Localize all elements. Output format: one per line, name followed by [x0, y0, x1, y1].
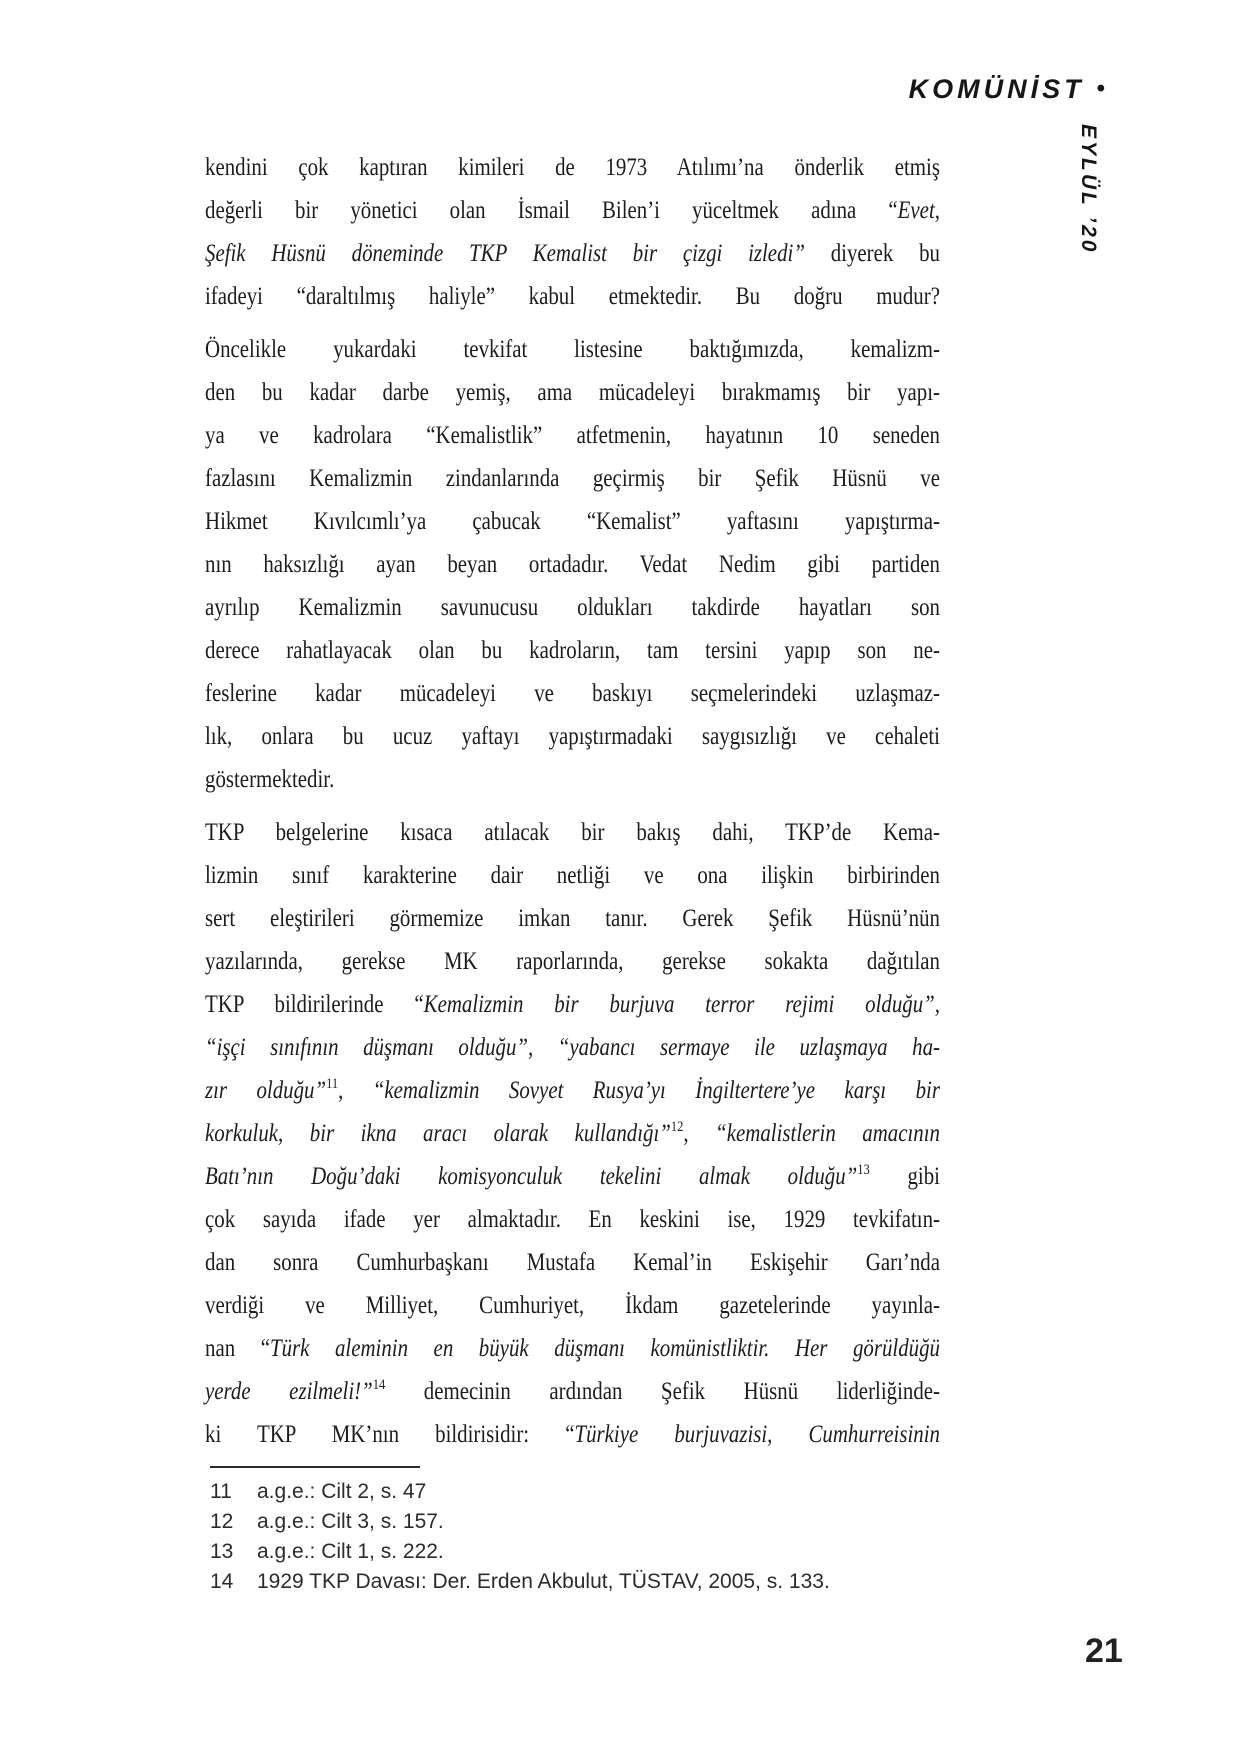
footnote-item	[210, 1537, 970, 1567]
footnote-item	[210, 1477, 970, 1507]
footnote-number: 11	[210, 1480, 232, 1503]
article-body	[205, 146, 940, 1466]
paragraph	[205, 146, 940, 318]
footnote-text: 1929 TKP Davası: Der. Erden Akbulut, TÜSTAV, 2005, s. 133.	[257, 1570, 830, 1593]
text-line: dan sonra Cumhurbaşkanı Mustafa Kemal’in Eskişehir Garı’nda	[205, 1249, 940, 1276]
text-line: göstermektedir.	[205, 766, 335, 793]
footnote-reference: 12	[670, 1119, 684, 1135]
text-line: ki TKP MK’nın bildirisidir: “Türkiye burjuvazisi, Cumhurreisinin	[205, 1421, 940, 1448]
text-line: feslerine kadar mücadeleyi ve baskıyı seçmelerindeki uzlaşmaz-	[205, 680, 940, 707]
footnote-item	[210, 1567, 970, 1597]
footnote-number: 13	[210, 1540, 234, 1563]
footnote-text: a.g.e.: Cilt 3, s. 157.	[257, 1510, 444, 1533]
text-line: yazılarında, gerekse MK raporlarında, gerekse sokakta dağıtılan	[205, 948, 940, 975]
footnote-text: a.g.e.: Cilt 2, s. 47	[257, 1480, 427, 1503]
text-line: verdiği ve Milliyet, Cumhuriyet, İkdam gazetelerinde yayınla-	[205, 1292, 940, 1319]
footnote-reference: 13	[857, 1162, 870, 1178]
footnote-text: a.g.e.: Cilt 1, s. 222.	[257, 1540, 444, 1563]
paragraph	[205, 328, 940, 801]
text-line: TKP bildirilerinde “Kemalizmin bir burjuva terror rejimi olduğu”,	[205, 991, 940, 1018]
paragraph	[205, 811, 940, 1456]
text-line: lık, onlara bu ucuz yaftayı yapıştırmadaki saygısızlığı ve cehaleti	[205, 723, 940, 750]
journal-title: KOMÜNİST	[908, 74, 1085, 104]
text-line: zır olduğu”$^{11}$, “kemalizmin Sovyet Rusya’yı İngiltertere’ye karşı bir	[205, 1076, 940, 1104]
text-line: kendini çok kaptıran kimileri de 1973 Atılımı’na önderlik etmiş	[205, 154, 940, 181]
text-line: ayrılıp Kemalizmin savunucusu oldukları takdirde hayatları son	[205, 594, 940, 621]
text-line: Hikmet Kıvılcımlı’ya çabucak “Kemalist” yaftasını yapıştırma-	[205, 508, 940, 535]
header-bullet-icon: •	[1096, 75, 1105, 102]
page-header	[909, 74, 1105, 105]
footnote-section	[210, 1466, 970, 1597]
text-line: ifadeyi “daraltılmış haliyle” kabul etmektedir. Bu doğru mudur?	[205, 283, 940, 310]
text-line: ya ve kadrolara “Kemalistlik” atfetmenin, hayatının 10 seneden	[205, 422, 940, 449]
text-line: TKP belgelerine kısaca atılacak bir bakış dahi, TKP’de Kema-	[205, 819, 940, 846]
text-line: Şefik Hüsnü döneminde TKP Kemalist bir çizgi izledi” diyerek bu	[205, 240, 940, 267]
text-line: lizmin sınıf karakterine dair netliği ve ona ilişkin birbirinden	[205, 862, 940, 889]
footnote-divider	[210, 1466, 420, 1468]
text-line: Batı’nın Doğu’daki komisyonculuk tekelini almak olduğu”$^{13}$ gibi	[205, 1162, 940, 1190]
text-line: korkuluk, bir ikna aracı olarak kullandığı”$^{12}$, “kemalistlerin amacının	[205, 1119, 940, 1147]
footnote-reference: 11	[326, 1076, 339, 1092]
text-line: “işçi sınıfının düşmanı olduğu”, “yabancı sermaye ile uzlaşmaya ha-	[205, 1034, 940, 1061]
footnote-number: 12	[210, 1510, 234, 1533]
issue-date-vertical: EYLÜL ’20	[1077, 124, 1100, 255]
text-line: derece rahatlayacak olan bu kadroların, tam tersini yapıp son ne-	[205, 637, 940, 664]
footnote-reference: 14	[372, 1377, 386, 1393]
text-line: değerli bir yönetici olan İsmail Bilen’i yüceltmek adına “Evet,	[205, 197, 940, 224]
footnote-item	[210, 1507, 970, 1537]
text-line: sert eleştirileri görmemize imkan tanır. Gerek Şefik Hüsnü’nün	[205, 905, 940, 932]
footnote-list	[210, 1477, 970, 1597]
text-line: fazlasını Kemalizmin zindanlarında geçirmiş bir Şefik Hüsnü ve	[205, 465, 940, 492]
text-line: nan “Türk aleminin en büyük düşmanı komünistliktir. Her görüldüğü	[205, 1335, 940, 1362]
footnote-number: 14	[210, 1570, 234, 1593]
text-line: Öncelikle yukardaki tevkifat listesine baktığımızda, kemalizm-	[205, 336, 940, 363]
text-line: den bu kadar darbe yemiş, ama mücadeleyi bırakmamış bir yapı-	[205, 379, 940, 406]
page-number: 21	[1085, 1632, 1123, 1670]
text-line: yerde ezilmeli!”$^{14}$ demecinin ardından Şefik Hüsnü liderliğinde-	[205, 1377, 940, 1405]
text-line: nın haksızlığı ayan beyan ortadadır. Vedat Nedim gibi partiden	[205, 551, 940, 578]
text-line: çok sayıda ifade yer almaktadır. En keskini ise, 1929 tevkifatın-	[205, 1206, 940, 1233]
